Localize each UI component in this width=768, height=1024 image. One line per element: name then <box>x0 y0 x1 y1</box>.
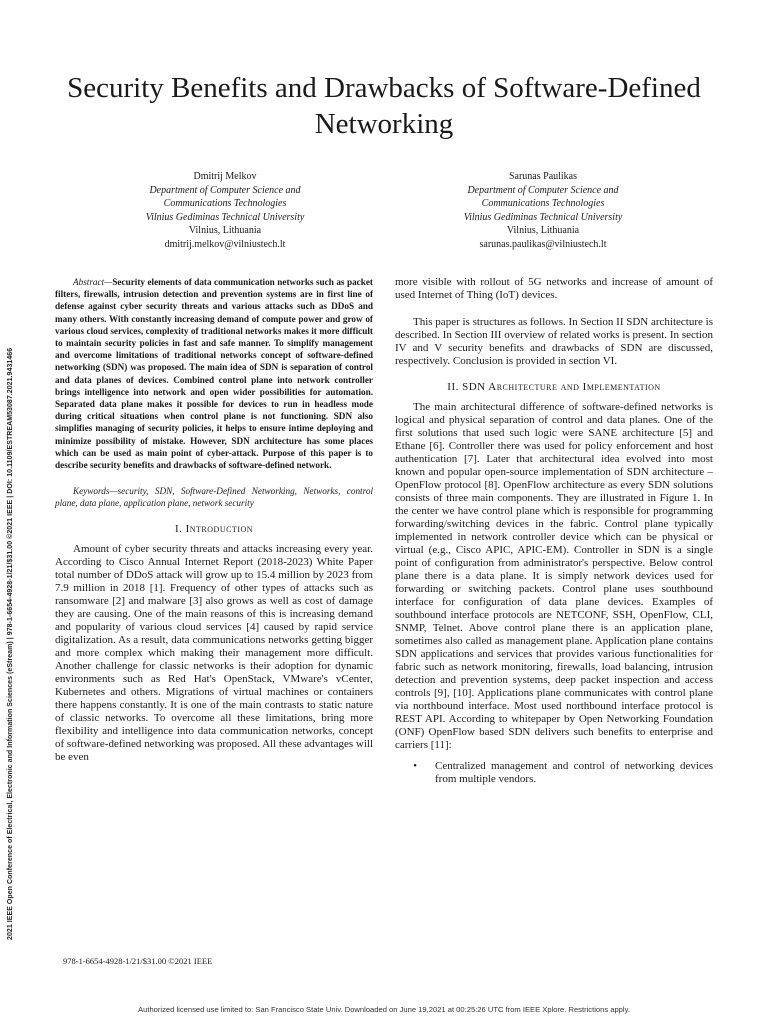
abstract-lead: Abstract— <box>73 277 113 287</box>
author-department-cont: Communications Technologies <box>481 198 605 209</box>
conference-sidebar <box>5 190 19 940</box>
author-location: Vilnius, Lithuania <box>188 225 262 236</box>
author-email: dmitrij.melkov@vilniustech.lt <box>164 238 286 250</box>
author-name: Sarunas Paulikas <box>508 171 578 182</box>
author-name: Dmitrij Melkov <box>193 171 257 182</box>
intro-paragraph: Amount of cyber security threats and attacks increasing every year. According to Cisco Annual Internet Report (2018-2023) White Paper total number of DDoS attack will grow up to 15.4 million by 2023 from 7.9 million in 2018 [1]. Frequency of other types of attacks such as ransomware [2] and malware [3] also grows as well as cost of damage they are causing. One of the main reasons of this is increasing demand and popularity of various cloud services [4] caused by rapid service digitalization. As a result, data communications networks getting bigger and more complex which making their management more difficult. Another challenge for classic networks is their adoption for dynamic environments such as Red Hat's OpenStack, VMware's vCenter, Kubernetes and others. Migrations of virtual machines or containers there happens constantly. It is one of the main contrasts to static nature of classic networks. To overcome all these limitations, bring more flexibility and intelligence into data communication networks, concept of software-defined networking was proposed. All these advantages will be even <box>55 542 373 763</box>
author-department-cont: Communications Technologies <box>163 198 287 209</box>
author-email: sarunas.paulikas@vilniustech.lt <box>479 238 607 250</box>
intro-paragraph-continued: more visible with rollout of 5G networks and increase of amount of used Internet of Thing (IoT) devices. <box>395 276 713 301</box>
keywords: Keywords—security, SDN, Software-Defined Networking, Networks, control plane, data plane, application plane, network security <box>55 486 373 509</box>
author-department: Department of Computer Science and <box>149 184 301 196</box>
abstract <box>55 276 373 471</box>
copyright-notice: 978-1-6654-4928-1/21/$31.00 ©2021 IEEE <box>63 956 213 966</box>
author-department: Department of Computer Science and <box>467 184 619 196</box>
left-column <box>55 276 373 764</box>
section-heading-introduction: I. Introduction <box>174 522 254 535</box>
sidebar-text: 2021 IEEE Open Conference of Electrical, Electronic and Information Sciences (eStream) | 978-1-6654-4928-1/21/$31.00 ©2021 IEEE | DOI: 10.1109/ESTREAM53087.2021.9431466 <box>7 347 14 940</box>
intro-structure-paragraph: This paper is structures as follows. In Section II SDN architecture is described. In Section III overview of related works is present. In section IV and V security benefits and drawbacks of SDN are discussed, respectively. Conclusion is provided in section VI. <box>395 316 713 367</box>
sdn-paragraph: The main architectural difference of software-defined networks is logical and physical separation of control and data planes. One of the first solutions that used such logic were SANE architecture [5] and Ethane [6]. Controller there was used for policy enforcement and host authentication [7]. Later that architectural idea evolved into most known and popular open-source implementation of SDN architecture – OpenFlow protocol [8]. OpenFlow architecture as every SDN solutions consists of three main components. They are illustrated in Figure 1. In the center we have control plane which is responsible for programming forwarding/switching devices in the fabric. Control plane typically implemented in network controller device which can be physical or virtual (e.g., Cisco APIC, APIC-EM). Controller in SDN is a single point of configuration from administrator's perspective. Below control plane there is a data plane. It is simply network devices used for forwarding or switching packets. Control plane uses southbound interface for configuration of data plane devices. Examples of southbound interface protocols are NETCONF, SSH, OpenFlow, CLI, SNMP, Telnet. Above control plane there is an application plane, sometimes also called as management plane. Application plane contains SDN applications and services that provides various functionalities for fabric such as network monitoring, firewalls, load balancing, intrusion detection and prevention systems, deep packet inspection and access controls [9], [10]. Applications plane communicates with control plane via northbound interface. Most used northbound interface protocol is REST API. According to whitepaper by Open Networking Foundation (ONF) OpenFlow based SDN delivers such benefits to enterprise and carriers [11]: <box>395 401 713 751</box>
author-university: Vilnius Gediminas Technical University <box>145 211 305 223</box>
right-column <box>395 276 713 786</box>
bullet-text: Centralized management and control of networking devices from multiple vendors. <box>435 760 713 785</box>
author-block-1 <box>85 170 365 251</box>
author-location: Vilnius, Lithuania <box>506 225 580 236</box>
author-block-2 <box>403 170 683 251</box>
bullet-icon: • <box>413 760 417 772</box>
section-heading-sdn-architecture: II. SDN Architecture and Implementation <box>447 381 661 393</box>
abstract-text: Security elements of data communication networks such as packet filters, firewalls, intrusion detection and prevention systems are in first line of defense against cyber security threats and various attacks such as DDoS and many others. With constantly increasing demand of compute power and grow of various cloud services, complexity of traditional networks makes it more difficult to maintain security policies in fast and safe manner. To simplify management and overcome limitations of traditional networks concept of software-defined networking (SDN) was proposed. The main idea of SDN is separation of control and data planes of devices. Combined control plane into network controller brings intelligence into network and open wider possibilities for automation. Separated data plane makes it possible for devices to run in headless mode during critical situations when control plane is not functioning. SDN also simplifies managing of security policies, it helps to ensure intime deploying and minimize possibility of mistake. However, SDN architecture has some places which can be used as main point of cyber-attack. Purpose of this paper is to describe security benefits and drawbacks of software-defined network. <box>55 277 373 471</box>
license-footer: Authorized licensed use limited to: San Francisco State Univ. Downloaded on June 19,2021 at 00:25:26 UTC from IEEE Xplore. Restrictions apply. <box>138 1005 630 1014</box>
author-university: Vilnius Gediminas Technical University <box>463 211 623 223</box>
paper-title: Security Benefits and Drawbacks of Software-Defined Networking <box>67 72 701 140</box>
list-item <box>395 760 713 786</box>
